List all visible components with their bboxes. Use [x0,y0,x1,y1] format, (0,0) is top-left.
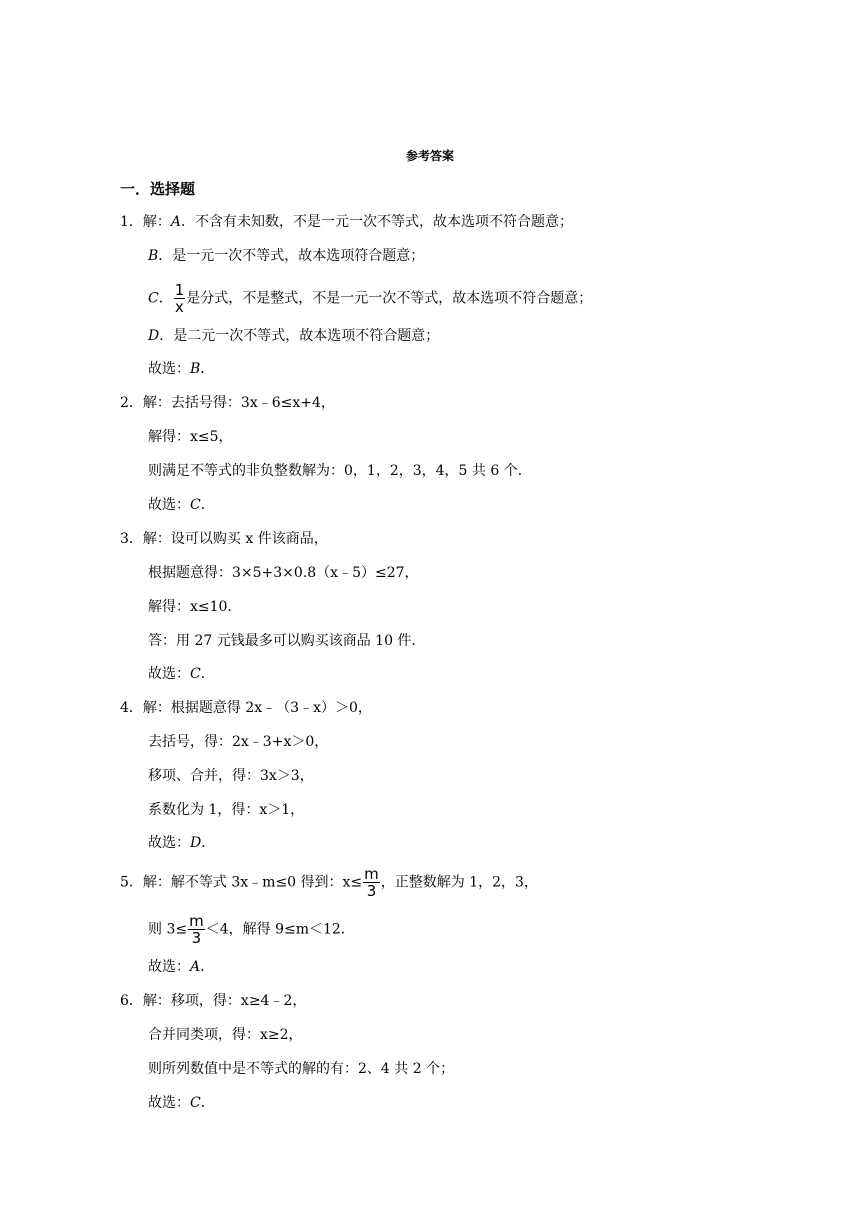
q1-line1: 1．解：A．不含有未知数，不是一元一次不等式，故本选项不符合题意； [120,214,574,230]
section-title: 一．选择题 [120,180,196,198]
q6-line3: 则所列数值中是不等式的解的有：2、4 共 2 个； [148,1061,455,1077]
q5-line3: 故选：A． [148,959,215,975]
q3-line3: 解得：x≤10． [148,599,242,615]
q6-number: 6． [120,993,143,1009]
q3-number: 3． [120,531,143,547]
q4-line2: 去括号，得：2x﹣3+x＞0， [148,734,329,750]
q6-line1: 6．解：移项，得：x≥4﹣2， [120,993,307,1009]
q2-line3: 则满足不等式的非负整数解为：0，1，2，3，4，5 共 6 个． [148,463,532,479]
q3-line1: 3．解：设可以购买 x 件该商品， [120,531,328,547]
q3-line5: 故选：C． [148,666,215,682]
fraction-m-over-3: $\frac{m}{3}$ [364,865,379,900]
q6-line4: 故选：C． [148,1095,215,1111]
q4-line3: 移项、合并，得：3x＞3， [148,768,314,784]
q2-number: 2． [120,395,143,411]
page-title: 参考答案 [405,149,454,163]
q1-line5: 故选：B． [148,361,215,377]
q3-line4: 答：用 27 元钱最多可以购买该商品 10 件． [148,633,426,649]
q4-line4: 系数化为 1，得：x＞1， [148,802,305,818]
q6-line2: 合并同类项，得：x≥2， [148,1027,303,1043]
q2-line4: 故选：C． [148,497,215,513]
fraction-1-over-x: $\frac{1}{x}$ [174,281,185,316]
q1-number: 1． [120,214,143,230]
q4-line1: 4．解：根据题意得 2x﹣（3﹣x）＞0， [120,700,372,716]
q1-line2: B．是一元一次不等式，故本选项符合题意； [148,248,425,264]
q1-line4: D．是二元一次不等式，故本选项不符合题意； [148,328,440,344]
q4-line5: 故选：D． [148,835,216,851]
q2-line2: 解得：x≤5， [148,429,233,445]
q5-line1: 5．解：解不等式 3x﹣m≤0 得到：x≤ $\frac{m}{3}$ ，正整数解为 1，2，3， [120,865,538,900]
q5-number: 5． [120,874,143,891]
q3-line2: 根据题意得：3×5+3×0.8（x﹣5）≤27， [148,565,419,581]
q4-number: 4． [120,700,143,716]
q1-line3: C． $\frac{1}{x}$ 是分式，不是整式，不是一元一次不等式，故本选项不符合题意； [148,281,593,316]
q2-line1: 2．解：去括号得：3x﹣6≤x+4， [120,395,335,411]
q5-line2: 则 3≤ $\frac{m}{3}$ ＜4，解得 9≤m＜12． [148,912,355,947]
fraction-m-over-3: $\frac{m}{3}$ [189,912,204,947]
